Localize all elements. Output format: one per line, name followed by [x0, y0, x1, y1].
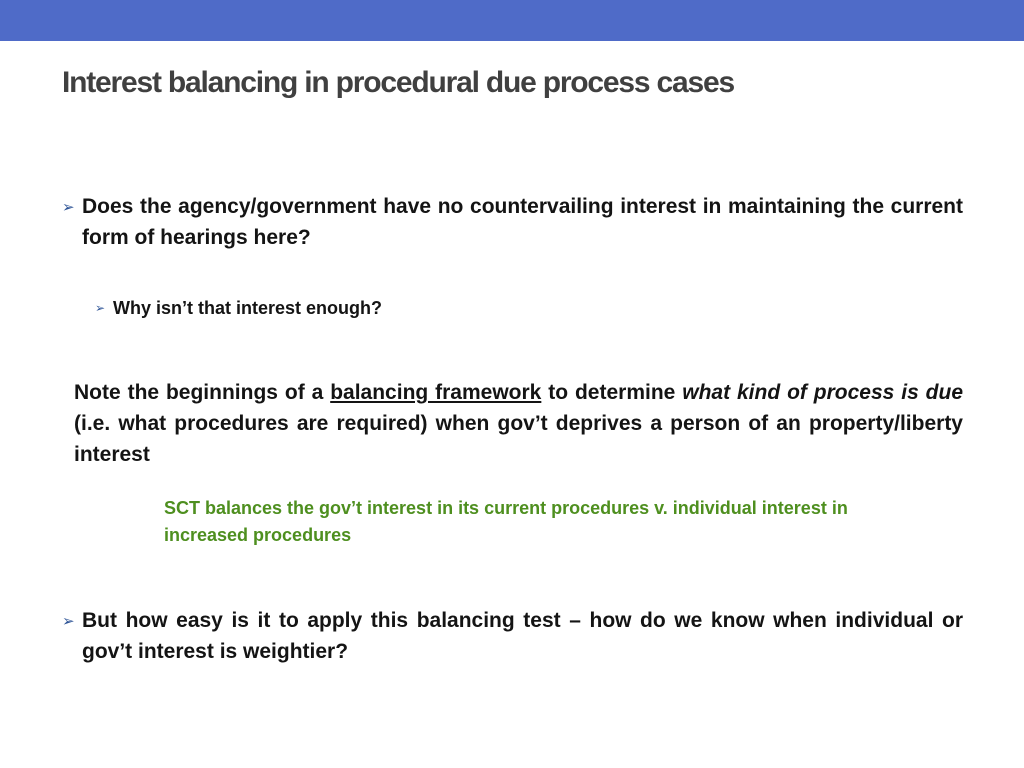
sub-bullet-item	[95, 296, 795, 320]
note-italic-phrase: what kind of process is due	[682, 381, 963, 404]
bullet-item	[62, 605, 963, 667]
bullet-text: But how easy is it to apply this balancing test – how do we know when individual or gov’t interest is weightier?	[82, 609, 963, 663]
arrow-bullet-icon: ➢	[62, 612, 75, 630]
top-accent-band	[0, 0, 1024, 41]
highlight-note: SCT balances the gov’t interest in its current procedures v. individual interest in increased procedures	[164, 498, 848, 545]
sub-bullet-text: Why isn’t that interest enough?	[113, 298, 382, 318]
note-text: Note the beginnings of a	[74, 381, 331, 404]
arrow-bullet-icon: ➢	[62, 198, 75, 216]
slide-title: Interest balancing in procedural due process cases	[62, 66, 734, 99]
note-paragraph	[74, 377, 963, 470]
bullet-text: Does the agency/government have no countervailing interest in maintaining the current form of hearings here?	[82, 195, 963, 249]
bullet-item	[62, 191, 963, 253]
note-underlined-term: balancing framework	[330, 381, 542, 404]
note-text: (i.e. what procedures are required) when gov’t deprives a person of an property/liberty interest	[74, 412, 963, 466]
note-text: to determine	[541, 381, 683, 404]
arrow-bullet-icon: ➢	[95, 301, 106, 315]
